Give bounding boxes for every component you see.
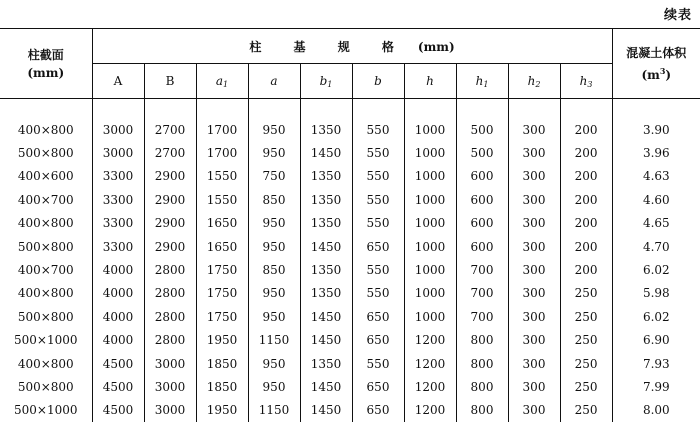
dimension-cell: 250 (560, 305, 612, 328)
dimension-cell: 550 (352, 352, 404, 375)
dimension-cell: 300 (508, 118, 560, 141)
dimension-cell: 950 (248, 118, 300, 141)
dimension-cell: 2900 (144, 212, 196, 235)
dimension-cell: 1750 (196, 305, 248, 328)
dimension-cell: 200 (560, 165, 612, 188)
column-section-cell: 500×1000 (14, 403, 78, 418)
dimension-cell: 950 (248, 375, 300, 398)
dimension-cell: 700 (456, 305, 508, 328)
column-section-cell: 500×800 (17, 309, 74, 324)
concrete-volume-cell: 7.99 (612, 375, 700, 398)
concrete-volume-cell: 7.93 (612, 352, 700, 375)
dimension-cell: 3000 (92, 118, 144, 141)
dimension-cell: 300 (508, 188, 560, 211)
dimension-cell: 1000 (404, 212, 456, 235)
dimension-cell: 300 (508, 399, 560, 422)
column-section-cell: 400×800 (17, 216, 74, 231)
table-row (0, 375, 700, 398)
dimension-cell: 3000 (92, 141, 144, 164)
concrete-volume-cell: 6.02 (612, 305, 700, 328)
dimension-cell: 1650 (196, 235, 248, 258)
dimension-cell: 1350 (300, 212, 352, 235)
dimension-cell: 300 (508, 235, 560, 258)
concrete-volume-cell: 8.00 (612, 399, 700, 422)
dimension-cell: 300 (508, 352, 560, 375)
table-row (0, 212, 700, 235)
dimension-cell: 3300 (92, 188, 144, 211)
dimension-cell: 1200 (404, 329, 456, 352)
dimension-cell: 1000 (404, 188, 456, 211)
dimension-cell: 1450 (300, 329, 352, 352)
dimension-cell: 250 (560, 329, 612, 352)
foundation-spec-header (92, 29, 612, 64)
foundation-spec-unit: (mm) (417, 39, 455, 54)
dimension-cell: 1350 (300, 188, 352, 211)
dimension-cell: 550 (352, 258, 404, 281)
dimension-cell: 300 (508, 212, 560, 235)
dimension-cell: 1850 (196, 352, 248, 375)
column-section-cell: 500×800 (17, 239, 74, 254)
dimension-header-0: A (92, 64, 144, 99)
dimension-cell: 650 (352, 399, 404, 422)
dimension-cell: 1150 (248, 399, 300, 422)
dimension-cell: 950 (248, 235, 300, 258)
table-row (0, 141, 700, 164)
dimension-cell: 700 (456, 258, 508, 281)
concrete-volume-cell: 3.96 (612, 141, 700, 164)
dimension-cell: 3300 (92, 165, 144, 188)
dimension-cell: 3000 (144, 399, 196, 422)
column-section-cell: 400×700 (17, 263, 74, 278)
dimension-cell: 600 (456, 235, 508, 258)
dimension-cell: 2800 (144, 305, 196, 328)
dimension-cell: 1350 (300, 258, 352, 281)
dimension-cell: 250 (560, 375, 612, 398)
concrete-volume-cell: 4.60 (612, 188, 700, 211)
dimension-cell: 800 (456, 399, 508, 422)
dimension-cell: 950 (248, 212, 300, 235)
dimension-cell: 4000 (92, 329, 144, 352)
column-foundation-spec-table (0, 28, 700, 422)
dimension-cell: 850 (248, 188, 300, 211)
dimension-header-8: $h_2$ (508, 64, 560, 99)
dimension-cell: 1350 (300, 282, 352, 305)
concrete-volume-cell: 6.90 (612, 329, 700, 352)
dimension-cell: 200 (560, 235, 612, 258)
dimension-cell: 4500 (92, 352, 144, 375)
dimension-cell: 1000 (404, 118, 456, 141)
dimension-cell: 1000 (404, 141, 456, 164)
dimension-cell: 500 (456, 118, 508, 141)
dimension-cell: 250 (560, 399, 612, 422)
dimension-cell: 650 (352, 235, 404, 258)
table-row (0, 282, 700, 305)
dimension-header-6: h (404, 64, 456, 99)
column-section-unit: (mm) (27, 65, 65, 80)
dimension-header-7: $h_1$ (456, 64, 508, 99)
dimension-cell: 1350 (300, 352, 352, 375)
dimension-cell: 1550 (196, 188, 248, 211)
table-row (0, 352, 700, 375)
dimension-cell: 300 (508, 329, 560, 352)
dimension-cell: 500 (456, 141, 508, 164)
dimension-cell: 950 (248, 305, 300, 328)
dimension-cell: 2700 (144, 118, 196, 141)
dimension-cell: 1450 (300, 235, 352, 258)
dimension-cell: 1950 (196, 329, 248, 352)
dimension-cell: 1850 (196, 375, 248, 398)
dimension-cell: 200 (560, 258, 612, 281)
concrete-volume-cell: 6.02 (612, 258, 700, 281)
dimension-cell: 1450 (300, 399, 352, 422)
dimension-header-2: $a_1$ (196, 64, 248, 99)
dimension-cell: 800 (456, 352, 508, 375)
table-header (0, 29, 700, 99)
concrete-volume-unit: $(m^3)$ (641, 65, 672, 82)
dimension-cell: 250 (560, 352, 612, 375)
column-section-cell: 400×600 (17, 169, 74, 184)
column-section-cell: 400×700 (17, 192, 74, 207)
dimension-header-3: a (248, 64, 300, 99)
table-body (0, 99, 700, 423)
dimension-cell: 600 (456, 212, 508, 235)
dimension-cell: 1000 (404, 258, 456, 281)
dimension-cell: 2700 (144, 141, 196, 164)
column-section-cell: 400×800 (17, 286, 74, 301)
continued-table-label: 续表 (663, 8, 692, 23)
dimension-cell: 2800 (144, 282, 196, 305)
dimension-cell: 950 (248, 141, 300, 164)
dimension-cell: 200 (560, 141, 612, 164)
dimension-cell: 1450 (300, 141, 352, 164)
dimension-cell: 1000 (404, 165, 456, 188)
dimension-header-9: $h_3$ (560, 64, 612, 99)
dimension-cell: 650 (352, 329, 404, 352)
concrete-volume-header (612, 29, 700, 99)
dimension-cell: 1200 (404, 375, 456, 398)
dimension-cell: 4000 (92, 282, 144, 305)
dimension-cell: 1000 (404, 235, 456, 258)
dimension-cell: 1750 (196, 258, 248, 281)
dimension-cell: 300 (508, 165, 560, 188)
concrete-volume-cell: 4.70 (612, 235, 700, 258)
dimension-cell: 950 (248, 352, 300, 375)
dimension-cell: 3300 (92, 235, 144, 258)
dimension-cell: 800 (456, 375, 508, 398)
dimension-cell: 550 (352, 212, 404, 235)
dimension-cell: 4500 (92, 375, 144, 398)
dimension-cell: 300 (508, 305, 560, 328)
dimension-cell: 300 (508, 375, 560, 398)
dimension-cell: 1650 (196, 212, 248, 235)
dimension-cell: 4000 (92, 305, 144, 328)
dimension-cell: 250 (560, 282, 612, 305)
column-section-title: 柱截面 (27, 47, 64, 62)
dimension-cell: 1350 (300, 118, 352, 141)
dimension-cell: 1200 (404, 352, 456, 375)
concrete-volume-cell: 3.90 (612, 118, 700, 141)
dimension-cell: 1350 (300, 165, 352, 188)
column-section-cell: 400×800 (17, 122, 74, 137)
dimension-cell: 550 (352, 141, 404, 164)
dimension-cell: 750 (248, 165, 300, 188)
dimension-cell: 650 (352, 375, 404, 398)
dimension-cell: 1550 (196, 165, 248, 188)
table-row (0, 118, 700, 141)
dimension-header-1: B (144, 64, 196, 99)
column-section-cell: 500×800 (17, 379, 74, 394)
dimension-cell: 2800 (144, 258, 196, 281)
column-section-cell: 500×1000 (14, 333, 78, 348)
dimension-cell: 600 (456, 165, 508, 188)
concrete-volume-cell: 4.63 (612, 165, 700, 188)
dimension-cell: 3000 (144, 352, 196, 375)
dimension-cell: 300 (508, 141, 560, 164)
table-row (0, 399, 700, 422)
dimension-cell: 1750 (196, 282, 248, 305)
dimension-cell: 2800 (144, 329, 196, 352)
concrete-volume-title: 混凝土体积 (626, 45, 687, 60)
dimension-cell: 1200 (404, 399, 456, 422)
dimension-cell: 3000 (144, 375, 196, 398)
dimension-cell: 1000 (404, 282, 456, 305)
dimension-cell: 300 (508, 258, 560, 281)
dimension-cell: 2900 (144, 165, 196, 188)
dimension-cell: 1450 (300, 305, 352, 328)
dimension-cell: 550 (352, 165, 404, 188)
dimension-cell: 950 (248, 282, 300, 305)
dimension-cell: 4500 (92, 399, 144, 422)
table-row (0, 188, 700, 211)
dimension-cell: 850 (248, 258, 300, 281)
dimension-cell: 200 (560, 212, 612, 235)
dimension-cell: 1000 (404, 305, 456, 328)
dimension-cell: 200 (560, 118, 612, 141)
dimension-cell: 2900 (144, 235, 196, 258)
dimension-cell: 3300 (92, 212, 144, 235)
concrete-volume-cell: 5.98 (612, 282, 700, 305)
dimension-cell: 300 (508, 282, 560, 305)
dimension-cell: 550 (352, 188, 404, 211)
spacer-row (0, 99, 700, 119)
dimension-cell: 650 (352, 305, 404, 328)
table-row (0, 258, 700, 281)
dimension-cell: 2900 (144, 188, 196, 211)
dimension-cell: 1950 (196, 399, 248, 422)
table-row (0, 165, 700, 188)
foundation-spec-title: 柱 基 规 格 (249, 39, 408, 54)
dimension-cell: 1450 (300, 375, 352, 398)
table-row (0, 305, 700, 328)
dimension-cell: 600 (456, 188, 508, 211)
dimension-cell: 550 (352, 282, 404, 305)
column-section-header (0, 29, 92, 99)
dimension-cell: 1700 (196, 118, 248, 141)
dimension-cell: 1150 (248, 329, 300, 352)
dimension-cell: 200 (560, 188, 612, 211)
dimension-cell: 800 (456, 329, 508, 352)
dimension-header-4: $b_1$ (300, 64, 352, 99)
column-section-cell: 400×800 (17, 356, 74, 371)
concrete-volume-cell: 4.65 (612, 212, 700, 235)
table-row (0, 235, 700, 258)
dimension-header-row (0, 64, 700, 99)
dimension-cell: 4000 (92, 258, 144, 281)
dimension-cell: 550 (352, 118, 404, 141)
column-section-cell: 500×800 (17, 146, 74, 161)
dimension-cell: 1700 (196, 141, 248, 164)
dimension-header-5: b (352, 64, 404, 99)
table-row (0, 329, 700, 352)
dimension-cell: 700 (456, 282, 508, 305)
